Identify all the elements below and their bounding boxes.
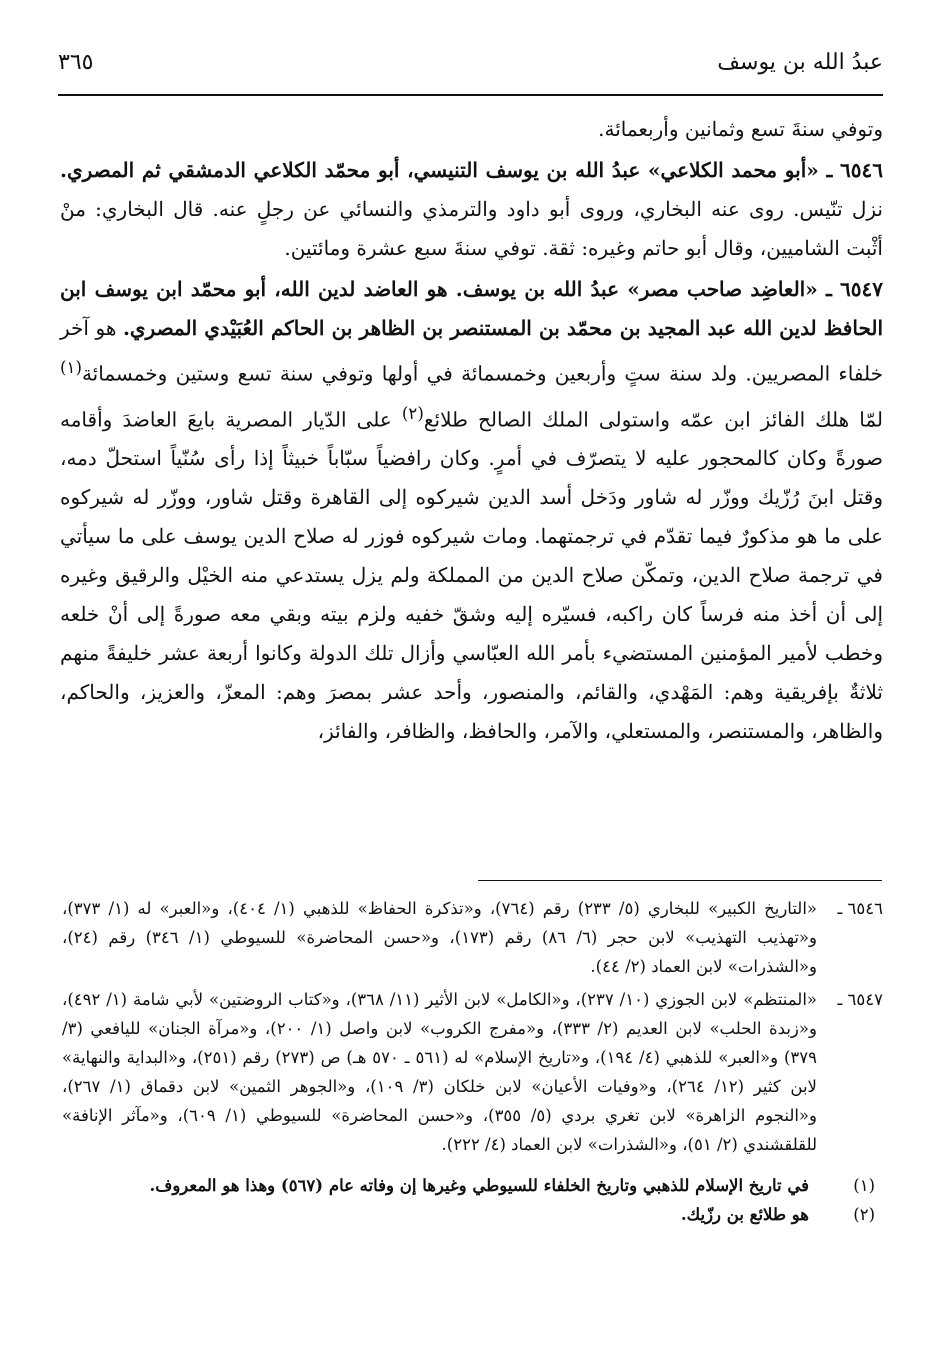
footnote-ref-2: (٢) <box>401 403 424 423</box>
entry-6546 <box>60 151 883 268</box>
footnote-1 <box>62 1171 883 1200</box>
source-note-6546 <box>62 894 883 981</box>
entry-6547 <box>60 270 883 751</box>
page-number: ٣٦٥ <box>58 50 94 75</box>
entry-6546-heading: ٦٥٤٦ ـ «أبو محمد الكلاعي» عبدُ الله بن يوسف التنيسي، أبو محمّد الكلاعي الدمشقي ثم المصري. <box>60 158 883 182</box>
source-note-number: ٦٥٤٧ ـ <box>837 990 883 1009</box>
footnote-text: هو طلائع بن رزّيك. <box>680 1205 809 1224</box>
footnote-separator <box>478 880 882 881</box>
footnote-number: (١) <box>853 1176 875 1195</box>
entry-6546-text: نزل تنّيس. روى عنه البخاري، وروى أبو داود والترمذي والنسائي عن رجلٍ عنه. قال البخاري: منْ أثْبت الشاميين، وقال أبو حاتم وغيره: ثقة. توفي سنةَ سبع عشرة ومائتين. <box>60 197 883 260</box>
running-header <box>58 44 883 88</box>
entry-6547-text-a: هو آخر خلفاء المصريين. ولد سنة ستٍ وأربعين وخمسمائة في أولها وتوفي سنة تسع وستين وخمسمائة <box>60 316 883 386</box>
main-text <box>60 110 883 751</box>
entry-6547-heading: ٦٥٤٧ ـ «العاضِد صاحب مصر» عبدُ الله بن يوسف. هو العاضد لدين الله، أبو محمّد ابن يوسف ابن الحافظ لدين الله عبد المجيد بن محمّد بن المستنصر بن الظاهر بن الحاكم العُبَيْدي المصري. <box>60 277 884 340</box>
footnote-2 <box>62 1200 883 1229</box>
paragraph-continuation: وتوفي سنةَ تسع وثمانين وأربعمائة. <box>598 117 883 141</box>
running-title: عبدُ الله بن يوسف <box>717 50 883 75</box>
source-note-text: «التاريخ الكبير» للبخاري (٥/ ٢٣٣) رقم (٧٦٤)، و«تذكرة الحفاظ» للذهبي (١/ ٤٠٤)، و«العبر» له (١/ ٣٧٣)، و«تهذيب التهذيب» لابن حجر (٦/ ٨٦) رقم (١٧٣)، و«حسن المحاضرة» للسيوطي (١/ ٣٤٦) رقم (٢٤)، و«الشذرات» لابن العماد (٢/ ٤٤). <box>62 899 818 976</box>
footnote-number: (٢) <box>853 1205 875 1224</box>
source-note-number: ٦٥٤٦ ـ <box>837 899 883 918</box>
source-note-6547 <box>62 985 883 1159</box>
footnote-text: في تاريخ الإسلام للذهبي وتاريخ الخلفاء للسيوطي وغيرها إن وفاته عام (٥٦٧) وهذا هو المعروف. <box>149 1176 809 1195</box>
source-note-text: «المنتظم» لابن الجوزي (١٠/ ٢٣٧)، و«الكامل» لابن الأثير (١١/ ٣٦٨)، و«كتاب الروضتين» لأبي شامة (١/ ٤٩٢)، و«زبدة الحلب» لابن العديم (٢/ ٣٣٣)، و«مفرج الكروب» لابن واصل (١/ ٢٠٠)، و«مرآة الجنان» لليافعي (٣/ ٣٧٩) و«العبر» للذهبي (٤/ ١٩٤)، و«تاريخ الإسلام» له (٥٦١ ـ ٥٧٠ هـ) ص (٢٧٣) رقم (٢٥١)، و«البداية والنهاية» لابن كثير (١٢/ ٢٦٤)، و«وفيات الأعيان» لابن خلكان (٣/ ١٠٩)، و«الجوهر الثمين» لابن دقماق (١/ ٢٦٧)، و«النجوم الزاهرة» لابن تغري بردي (٥/ ٣٥٥)، و«حسن المحاضرة» للسيوطي (١/ ٦٠٩)، و«مآثر الإنافة» للقلقشندي (٢/ ٥١)، و«الشذرات» لابن العماد (٤/ ٢٢٢). <box>62 990 818 1154</box>
header-rule <box>58 94 883 96</box>
footnotes <box>62 1171 883 1229</box>
footnote-ref-1: (١) <box>60 358 82 377</box>
entry-6547-text-b: لمّا هلك الفائز ابن عمّه واستولى الملك الصالح طلائع <box>423 407 884 432</box>
entry-6547-text-c: على الدّيار المصرية بايعَ العاضدَ وأقامه صورةً وكان كالمحجور عليه لا يتصرّف في أمرٍ. وكان رافضياً سبّاباً خبيثاً إذا رأى سُنّياً استحلّ دمه، وقتل ابنَ رُزّيك ووزّر له شاور ودَخل أسد الدين شيركوه إلى القاهرة وقتل شاور، ووزّر له شيركوه على ما هو مذكورٌ فيما تقدّم في ترجمتهما. ومات شيركوه فوزر له صلاح الدين يوسف على ما سيأتي في ترجمة صلاح الدين، وتمكّن صلاح الدين من المملكة ولم يزل يستدعي منه الخيْل والرقيق وغيره إلى أن أخذ منه فرساً كان راكبه، فسيّره إليه وشقّ خفيه ولزم بيته وبقي معه صورةً إلى أنْ خلعه وخطب لأمير المؤمنين المستضيء بأمر الله العبّاسي وأزال تلك الدولة وكانوا أربعة عشر خليفةً منهم ثلاثةٌ بإفريقية وهم: المَهْدي، والقائم، والمنصور، وأحد عشر بمصرَ وهم: المعزّ، والعزيز، والحاكم، والظاهر، والمستنصر، والمستعلي، والآمر، والحافظ، والظافر، والفائز، <box>60 407 883 744</box>
notes-section <box>62 894 883 1229</box>
